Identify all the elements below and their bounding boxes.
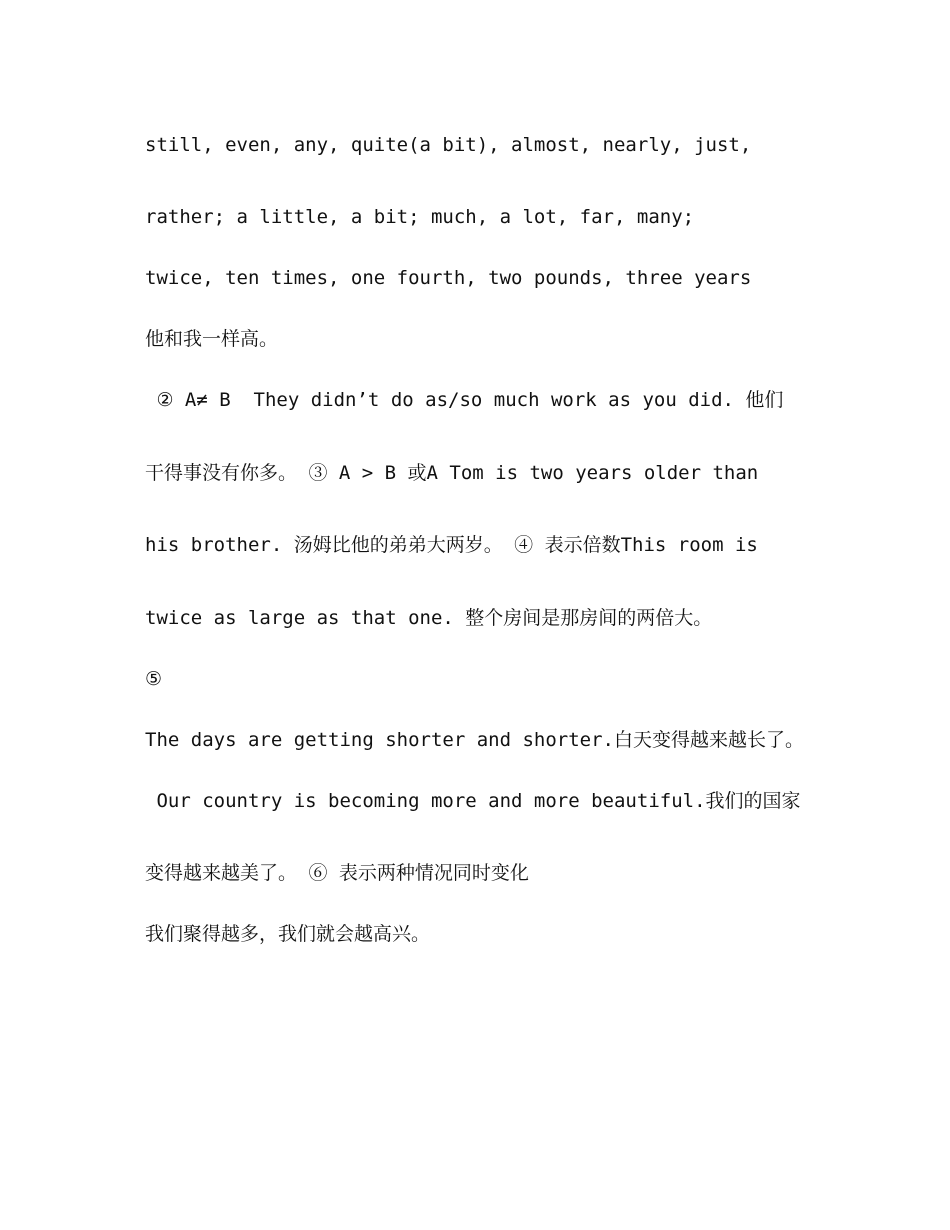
text-line: twice, ten times, one fourth, two pounds, three years <box>145 267 752 289</box>
text-line: rather; a little, a bit; much, a lot, far, many; <box>145 206 695 228</box>
text-line: The days are getting shorter and shorter.白天变得越来越长了。 <box>145 729 804 751</box>
text-line: 干得事没有你多。 ③ A > B 或A Tom is two years older than <box>145 462 759 484</box>
text-line: twice as large as that one. 整个房间是那房间的两倍大。 <box>145 607 713 629</box>
text-line: 变得越来越美了。 ⑥ 表示两种情况同时变化 <box>145 862 529 884</box>
text-line: ⑤ <box>145 668 163 690</box>
text-line: ② A≠ B They didn’t do as/so much work as you did. 他们 <box>145 389 784 411</box>
text-line: 我们聚得越多，我们就会越高兴。 <box>145 923 431 945</box>
text-line: still, even, any, quite(a bit), almost, nearly, just, <box>145 134 752 156</box>
text-line: 他和我一样高。 <box>145 328 279 350</box>
text-line: his brother. 汤姆比他的弟弟大两岁。 ④ 表示倍数This room is <box>145 534 758 556</box>
text-line: Our country is becoming more and more beautiful.我们的国家 <box>145 790 801 812</box>
